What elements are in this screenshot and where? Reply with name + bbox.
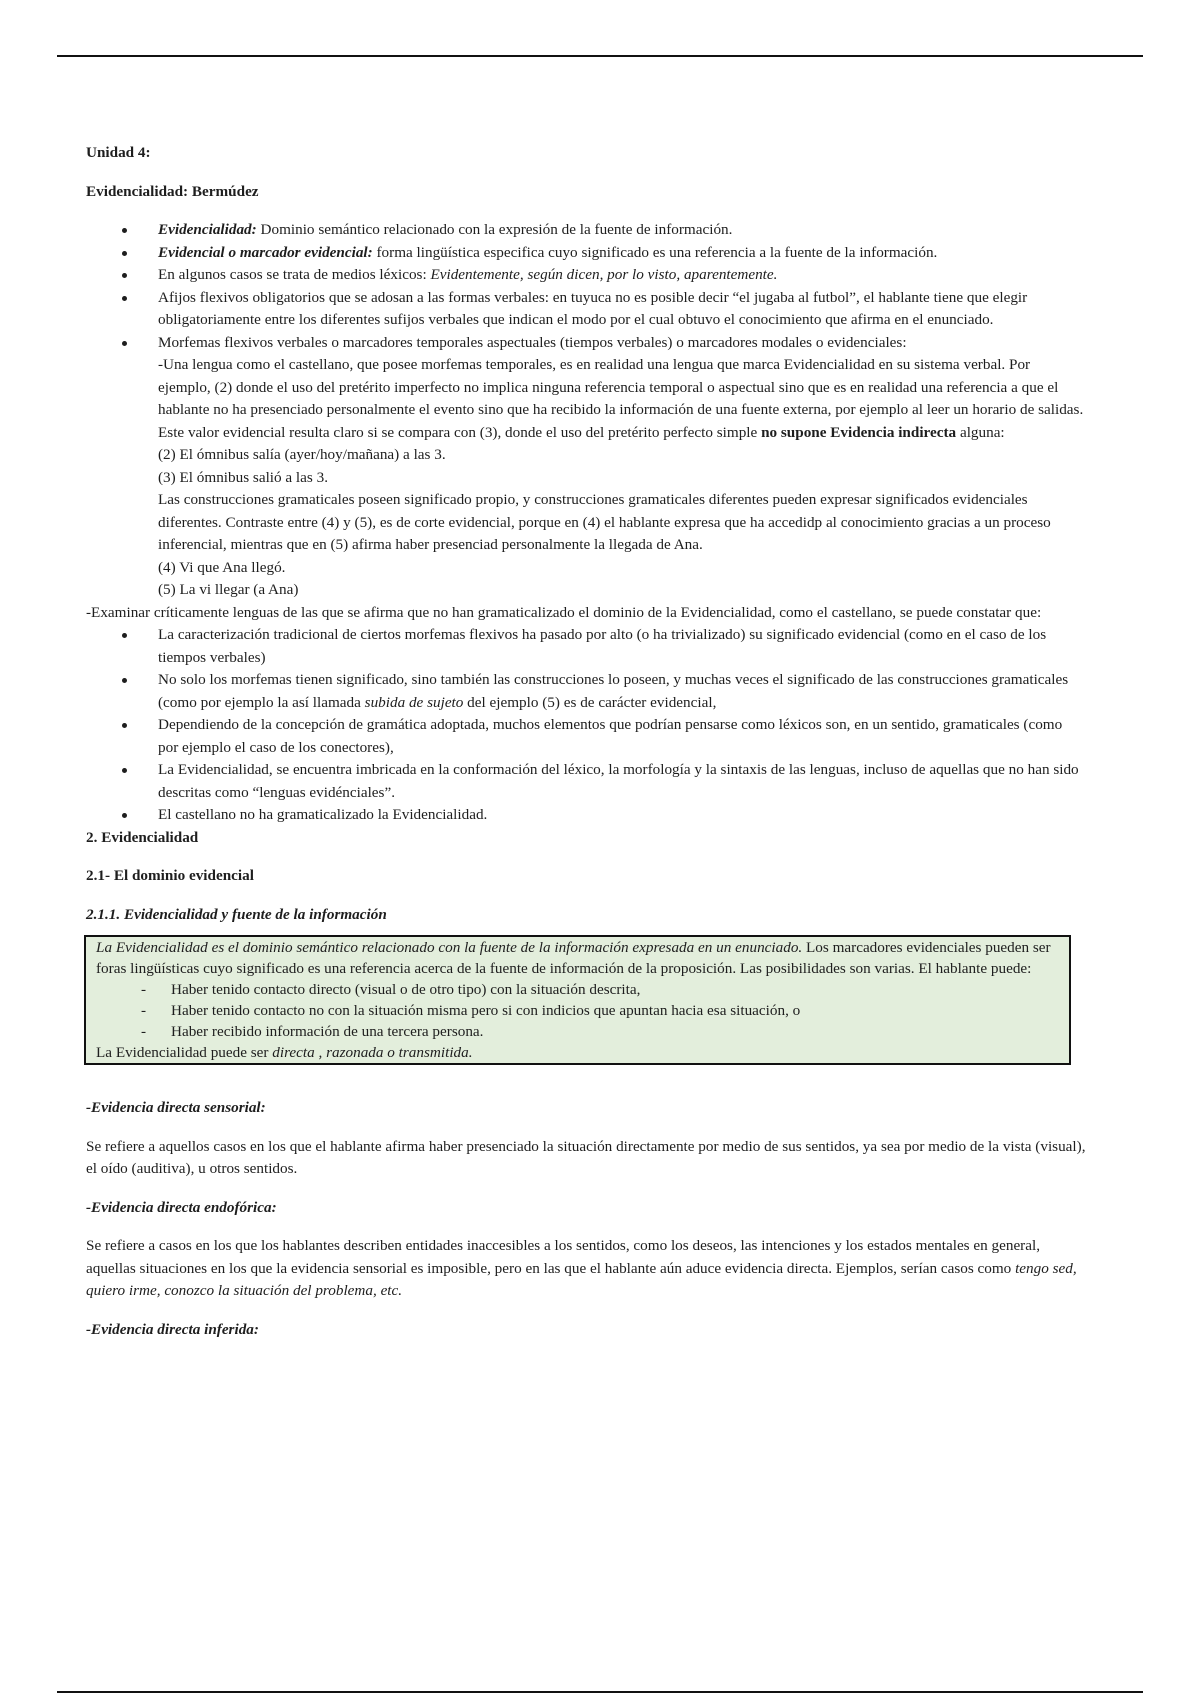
bottom-rule bbox=[57, 1691, 1143, 1693]
list-item: Afijos flexivos obligatorios que se adosan a las formas verbales: en tuyuca no es posible decir “el jugaba al futbol”, el hablante tiene que elegir obligatoriamente entre los diferentes sufijos verbales que indican el modo por el cual obtuvo el conocimiento que afirma en el enunciado. bbox=[86, 287, 1086, 332]
list-item: Evidencialidad: Dominio semántico relacionado con la expresión de la fuente de información. bbox=[86, 219, 1086, 242]
inferida-heading: -Evidencia directa inferida: bbox=[86, 1320, 259, 1338]
endoforica-paragraph: Se refiere a casos en los que los hablantes describen entidades inaccesibles a los sentidos, como los deseos, las intenciones y los estados mentales en general, aquellas situaciones en los que la evidencia sensorial es imposible, pero en las que el hablante aún aduce evidencia directa. Ejemplos, serían casos como tengo sed, quiero irme, conozco la situación del problema, etc. bbox=[86, 1237, 1077, 1299]
list-item: Dependiendo de la concepción de gramática adoptada, muchos elementos que podrían pensarse como léxicos son, en un sentido, gramaticales (como por ejemplo el caso de los conectores), bbox=[86, 714, 1086, 759]
list-item: - Haber tenido contacto no con la situación misma pero si con indicios que apuntan hacia esa situación, o bbox=[96, 1000, 1059, 1021]
list-item: - Haber recibido información de una tercera persona. bbox=[96, 1021, 1059, 1042]
sensorial-paragraph: Se refiere a aquellos casos en los que el hablante afirma haber presenciado la situación directamente por medio de sus sentidos, ya sea por medio de la vista (visual), el oído (auditiva), u otros sentidos. bbox=[86, 1137, 1086, 1177]
example-paragraph: -Una lengua como el castellano, que posee morfemas temporales, es en realidad una lengua que marca Evidencialidad en su sistema verbal. Por ejemplo, (2) donde el uso del pretérito imperfecto no implica ninguna referencia temporal o aspectual sino que es en realidad una referencia a que el hablante no ha presenciado personalmente el evento sino que ha recibido la información de una fuente externa, por ejemplo al leer un horario de salidas. Este valor evidencial resulta claro si se compara con (3), donde el uso del pretérito perfecto simple no supone Evidencia indirecta alguna: bbox=[158, 356, 1084, 441]
sensorial-heading: -Evidencia directa sensorial: bbox=[86, 1099, 266, 1116]
example-5: (5) La vi llegar (a Ana) bbox=[158, 581, 299, 598]
list-item: Morfemas flexivos verbales o marcadores temporales aspectuales (tiempos verbales) o marcadores modales o evidenciales: -Una lengua como el castellano, que posee morfemas temporales, es en realidad una lengua que marca Evidencialidad en su sistema verbal. Por ejemplo, (2) donde el uso del pretérito imperfecto no implica ninguna referencia temporal o aspectual sino que es en realidad una referencia a que el hablante no ha presenciado personalmente el evento sino que ha recibido la información de una fuente externa, por ejemplo al leer un horario de salidas. Este valor evidencial resulta claro si se compara con (3), donde el uso del pretérito perfecto simple no supone Evidencia indirecta alguna: (2) El ómnibus salía (ayer/hoy/mañana) a las 3. (3) El ómnibus salió a las 3. Las construcciones gramaticales poseen significado propio, y construcciones gramaticales diferentes pueden expresar significados evidenciales diferentes. Contraste entre (4) y (5), es de corte evidencial, porque en (4) el hablante expresa que ha accedidp al conocimiento gracias a un proceso inferencial, mientras que en (5) afirma haber presenciad personalmente la llegada de Ana. (4) Vi que Ana llegó. (5) La vi llegar (a Ana) bbox=[86, 332, 1086, 602]
top-rule bbox=[57, 55, 1143, 57]
list-item: La caracterización tradicional de ciertos morfemas flexivos ha pasado por alto (o ha trivializado) su significado evidencial (como en el caso de los tiempos verbales) bbox=[86, 624, 1086, 669]
section-2-1-1-heading: 2.1.1. Evidencialidad y fuente de la información bbox=[86, 905, 387, 923]
term: Evidencialidad: bbox=[158, 221, 257, 238]
list-item: Evidencial o marcador evidencial: forma lingüística especifica cuyo significado es una referencia a la fuente de la información. bbox=[86, 242, 1086, 265]
list-item: En algunos casos se trata de medios léxicos: Evidentemente, según dicen, por lo visto, aparentemente. bbox=[86, 264, 1086, 287]
examine-paragraph: -Examinar críticamente lenguas de las que se afirma que no han gramaticalizado el dominio de la Evidencialidad, como el castellano, se puede constatar que: bbox=[86, 603, 1042, 621]
definition-box: La Evidencialidad es el dominio semántico relacionado con la fuente de la información expresada en un enunciado. Los marcadores evidenciales pueden ser foras lingüísticas cuyo significado es una referencia acerca de la fuente de información de la proposición. Las posibilidades son varias. El hablante puede: - Haber tenido contacto directo (visual o de otro tipo) con la situación descrita, - Haber tenido contacto no con la situación misma pero si con indicios que apuntan hacia esa situación, o - Haber recibido información de una tercera persona. La Evidencialidad puede ser directa , razonada o transmitida. bbox=[84, 935, 1071, 1065]
observations-list bbox=[86, 624, 1086, 827]
definitions-list bbox=[86, 219, 1086, 602]
topic-heading: Evidencialidad: Bermúdez bbox=[86, 182, 259, 200]
lexical-examples: Evidentemente, según dicen, por lo visto, aparentemente. bbox=[430, 266, 778, 283]
box-lead: La Evidencialidad es el dominio semántico relacionado con la fuente de la información expresada en un enunciado. bbox=[96, 939, 803, 956]
term: Evidencial o marcador evidencial: bbox=[158, 243, 373, 261]
speaker-possibilities-list bbox=[96, 979, 1059, 1042]
list-item: No solo los morfemas tienen significado, sino también las construcciones lo poseen, y muchas veces el significado de las construcciones gramaticales (como por ejemplo la así llamada subida de sujeto del ejemplo (5) es de carácter evidencial, bbox=[86, 669, 1086, 714]
section-2-1-heading: 2.1- El dominio evidencial bbox=[86, 867, 254, 884]
endoforica-heading: -Evidencia directa endofórica: bbox=[86, 1198, 277, 1216]
section-2-heading: 2. Evidencialidad bbox=[86, 828, 199, 846]
constructions-paragraph: Las construcciones gramaticales poseen significado propio, y construcciones gramaticales diferentes pueden expresar significados evidenciales diferentes. Contraste entre (4) y (5), es de corte evidencial, porque en (4) el hablante expresa que ha accedidp al conocimiento gracias a un proceso inferencial, mientras que en (5) afirma haber presenciad personalmente la llegada de Ana. bbox=[158, 491, 1051, 553]
document-page bbox=[86, 142, 1086, 1341]
unit-heading: Unidad 4: bbox=[86, 144, 151, 161]
list-item: - Haber tenido contacto directo (visual o de otro tipo) con la situación descrita, bbox=[96, 979, 1059, 1000]
example-3: (3) El ómnibus salió a las 3. bbox=[158, 468, 328, 486]
example-2: (2) El ómnibus salía (ayer/hoy/mañana) a las 3. bbox=[158, 446, 446, 463]
list-item: El castellano no ha gramaticalizado la Evidencialidad. bbox=[86, 804, 1086, 827]
example-4: (4) Vi que Ana llegó. bbox=[158, 558, 286, 576]
list-item: La Evidencialidad, se encuentra imbricada en la conformación del léxico, la morfología y la sintaxis de las lenguas, incluso de aquellas que no han sido descritas como “lenguas evidénciales”. bbox=[86, 759, 1086, 804]
